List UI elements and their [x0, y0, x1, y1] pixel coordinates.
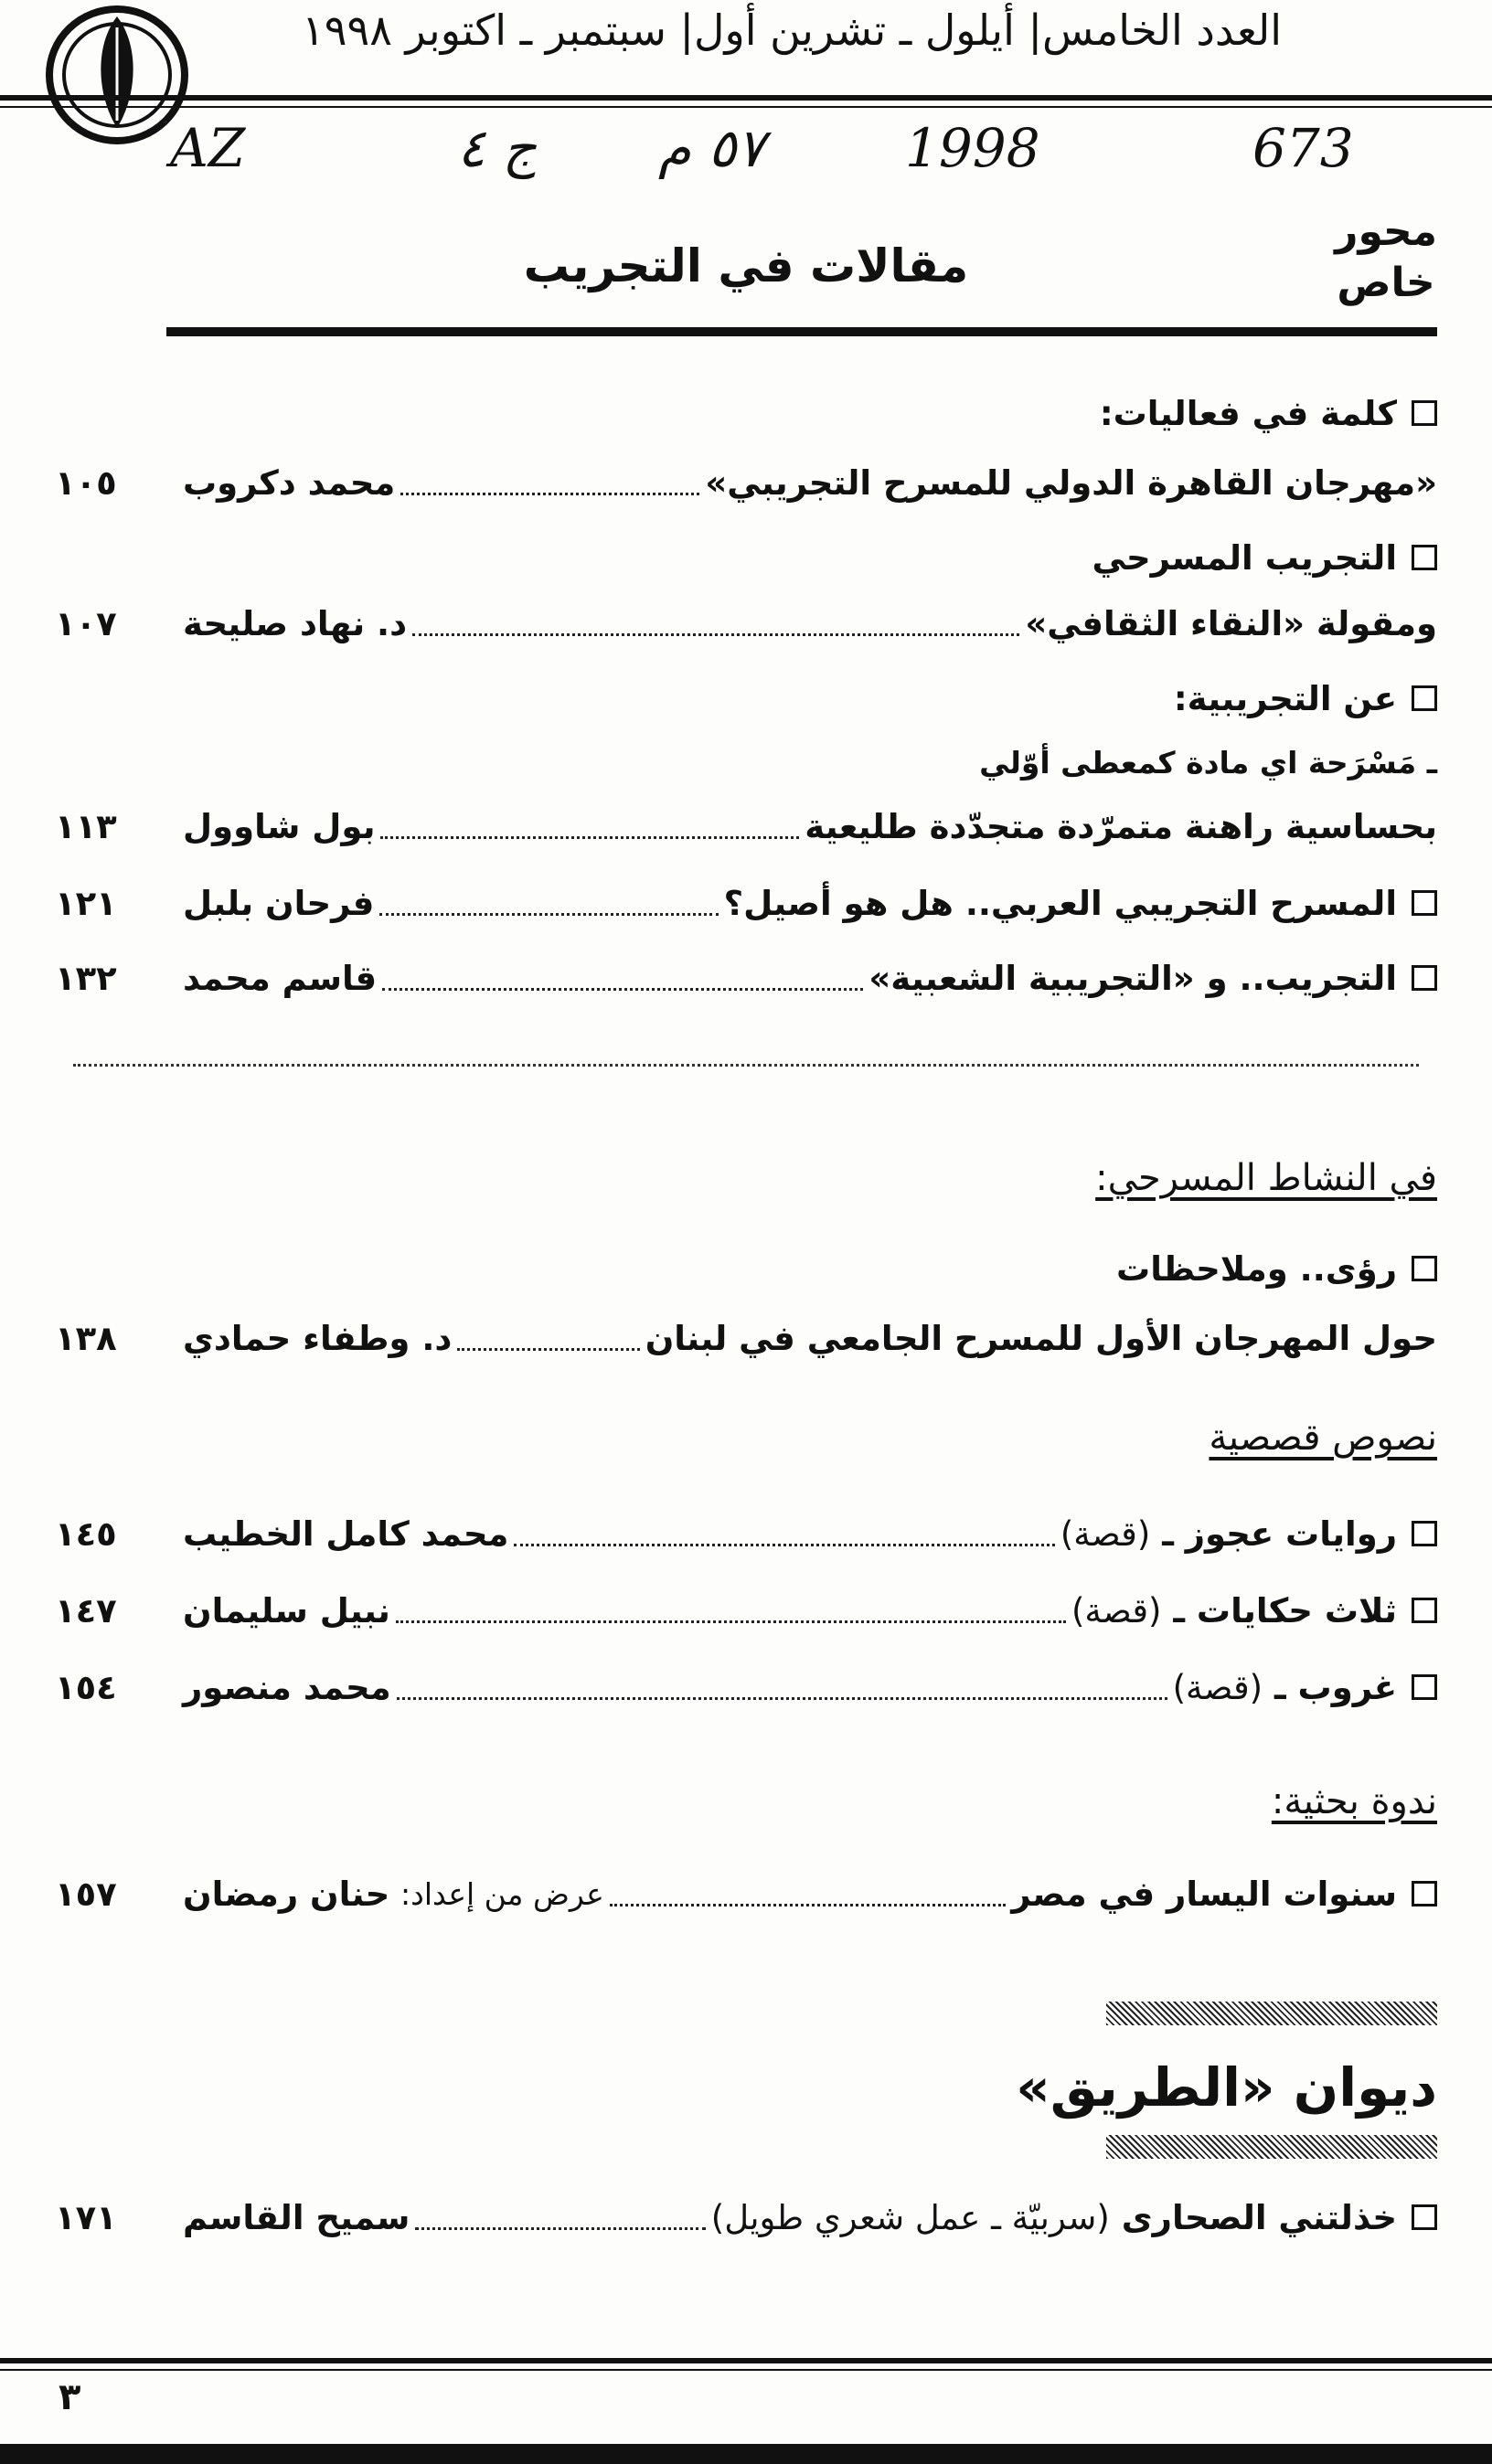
dot-leader	[397, 1697, 1167, 1700]
checkbox-icon	[1412, 965, 1437, 991]
toc-entry	[55, 594, 1437, 653]
toc-entry	[55, 1658, 1437, 1716]
dot-leader	[457, 1348, 639, 1351]
entry-prefix: عرض من إعداد:	[400, 1875, 604, 1912]
header-rule-thin	[0, 106, 1492, 108]
diwan-heading: ديوان «الطريق»	[1016, 2056, 1437, 2119]
entry-page: ١٢١	[55, 883, 117, 923]
toc-entry	[55, 874, 1437, 932]
toc-entry	[55, 1239, 1437, 1298]
entry-note: (قصة)	[1172, 1667, 1263, 1707]
dot-leader	[415, 2227, 705, 2230]
section-heading: في النشاط المسرحي:	[1095, 1157, 1437, 1199]
section-title: مقالات في التجريب	[523, 239, 969, 292]
entry-page: ١٣٢	[55, 958, 117, 998]
entry-title: التجريب المسرحي	[1092, 537, 1397, 578]
toc-entry	[55, 2188, 1437, 2246]
toc-entry	[55, 1504, 1437, 1563]
checkbox-icon	[1412, 1521, 1437, 1546]
checkbox-icon	[1412, 1256, 1437, 1281]
entry-title: ـ مَسْرَحة اي مادة كمعطى أوّلي	[979, 744, 1437, 781]
section-tag-line2: خاص	[1337, 260, 1435, 306]
entry-author: د. وطفاء حمادي	[183, 1318, 453, 1358]
handwritten-year: 1998	[905, 117, 1040, 179]
checkbox-icon	[1412, 545, 1437, 570]
dot-leader	[610, 1904, 1006, 1906]
entry-title: بحساسية راهنة متمرّدة متجدّدة طليعية	[805, 806, 1437, 846]
footer-rule-thick	[0, 2358, 1492, 2363]
entry-title: ومقولة «النقاء الثقافي»	[1025, 603, 1437, 643]
dot-leader	[380, 836, 799, 839]
handwritten-mark-2: ٥٧ م	[658, 117, 765, 179]
hatch-bar-bottom	[1106, 2135, 1437, 2159]
entry-title: روايات عجوز ـ	[1162, 1513, 1397, 1554]
footer-rule-thin	[0, 2369, 1492, 2371]
entry-note: (قصة)	[1060, 1513, 1151, 1554]
entry-title: عن التجريبية:	[1173, 678, 1397, 718]
handwritten-mark-1: ج ٤	[457, 117, 538, 179]
entry-author: د. نهاد صليحة	[183, 603, 408, 643]
entry-page: ١٠٧	[55, 603, 117, 643]
entry-page: ١١٣	[55, 806, 117, 846]
toc-entry	[55, 1309, 1437, 1367]
checkbox-icon	[1412, 685, 1437, 711]
handwritten-number: 673	[1252, 117, 1354, 179]
entry-page: ١٥٧	[55, 1874, 117, 1914]
section-title-rule	[166, 327, 1437, 336]
entry-author: محمد دكروب	[183, 462, 396, 503]
toc-entry	[55, 453, 1437, 512]
entry-author: بول شاوول	[183, 806, 376, 846]
dot-leader	[514, 1544, 1054, 1546]
dot-leader	[396, 1620, 1066, 1623]
header-rule-thick	[0, 95, 1492, 101]
checkbox-icon	[1412, 1674, 1437, 1700]
hatch-bar-top	[1106, 2002, 1437, 2025]
toc-entry	[55, 797, 1437, 855]
dot-leader	[412, 633, 1019, 636]
entry-page: ١٤٥	[55, 1513, 117, 1554]
entry-author: محمد كامل الخطيب	[183, 1513, 509, 1554]
handwritten-code: AZ	[170, 117, 246, 179]
entry-title: ثلاث حكايات ـ	[1173, 1590, 1397, 1630]
entry-title: خذلتني الصحارى	[1121, 2197, 1397, 2237]
entry-note: (قصة)	[1071, 1590, 1162, 1630]
toc-entry	[55, 949, 1437, 1007]
toc-entry	[55, 1864, 1437, 1923]
issue-line: العدد الخامس| أيلول ـ تشرين أول| سبتمبر ـ اكتوبر ١٩٩٨	[302, 5, 1282, 55]
checkbox-icon	[1412, 1881, 1437, 1906]
entry-title: حول المهرجان الأول للمسرح الجامعي في لبنان	[645, 1318, 1437, 1358]
entry-author: سميح القاسم	[183, 2197, 410, 2237]
dot-leader	[400, 493, 699, 495]
entry-author: نبيل سليمان	[183, 1590, 390, 1630]
toc-entry	[55, 528, 1437, 587]
toc-entry	[55, 384, 1437, 442]
entry-note: (سربيّة ـ عمل شعري طويل)	[710, 2197, 1110, 2237]
entry-title: التجريب.. و «التجريبية الشعبية»	[869, 958, 1397, 998]
checkbox-icon	[1412, 890, 1437, 916]
entry-page: ١٥٤	[55, 1667, 117, 1707]
dot-leader	[379, 913, 718, 916]
entry-title: المسرح التجريبي العربي.. هل هو أصيل؟	[723, 883, 1397, 923]
toc-entry	[55, 669, 1437, 728]
entry-title: غروب ـ	[1274, 1667, 1397, 1707]
entry-title: سنوات اليسار في مصر	[1011, 1874, 1397, 1914]
section-tag-line1: محور	[1335, 208, 1437, 255]
page-number: ٣	[59, 2376, 81, 2418]
entry-author: حنان رمضان	[183, 1874, 390, 1914]
entry-page: ١٧١	[55, 2197, 117, 2237]
section-heading: نصوص قصصية	[1209, 1417, 1437, 1459]
entry-author: قاسم محمد	[183, 958, 378, 998]
section-divider	[73, 1064, 1419, 1067]
dot-leader	[382, 988, 863, 991]
entry-author: فرحان بلبل	[183, 883, 375, 923]
toc-entry	[55, 733, 1437, 791]
checkbox-icon	[1412, 2204, 1437, 2230]
toc-entry	[55, 1581, 1437, 1640]
checkbox-icon	[1412, 1598, 1437, 1623]
bottom-border	[0, 2444, 1492, 2464]
checkbox-icon	[1412, 400, 1437, 426]
entry-page: ١٤٧	[55, 1590, 117, 1630]
entry-page: ١٣٨	[55, 1318, 117, 1358]
entry-title: «مهرجان القاهرة الدولي للمسرح التجريبي»	[705, 462, 1437, 503]
entry-author: محمد منصور	[183, 1667, 391, 1707]
entry-title: رؤى.. وملاحظات	[1116, 1248, 1397, 1289]
entry-title: كلمة في فعاليات:	[1099, 393, 1397, 433]
entry-page: ١٠٥	[55, 462, 117, 503]
section-heading: ندوة بحثية:	[1271, 1780, 1437, 1822]
